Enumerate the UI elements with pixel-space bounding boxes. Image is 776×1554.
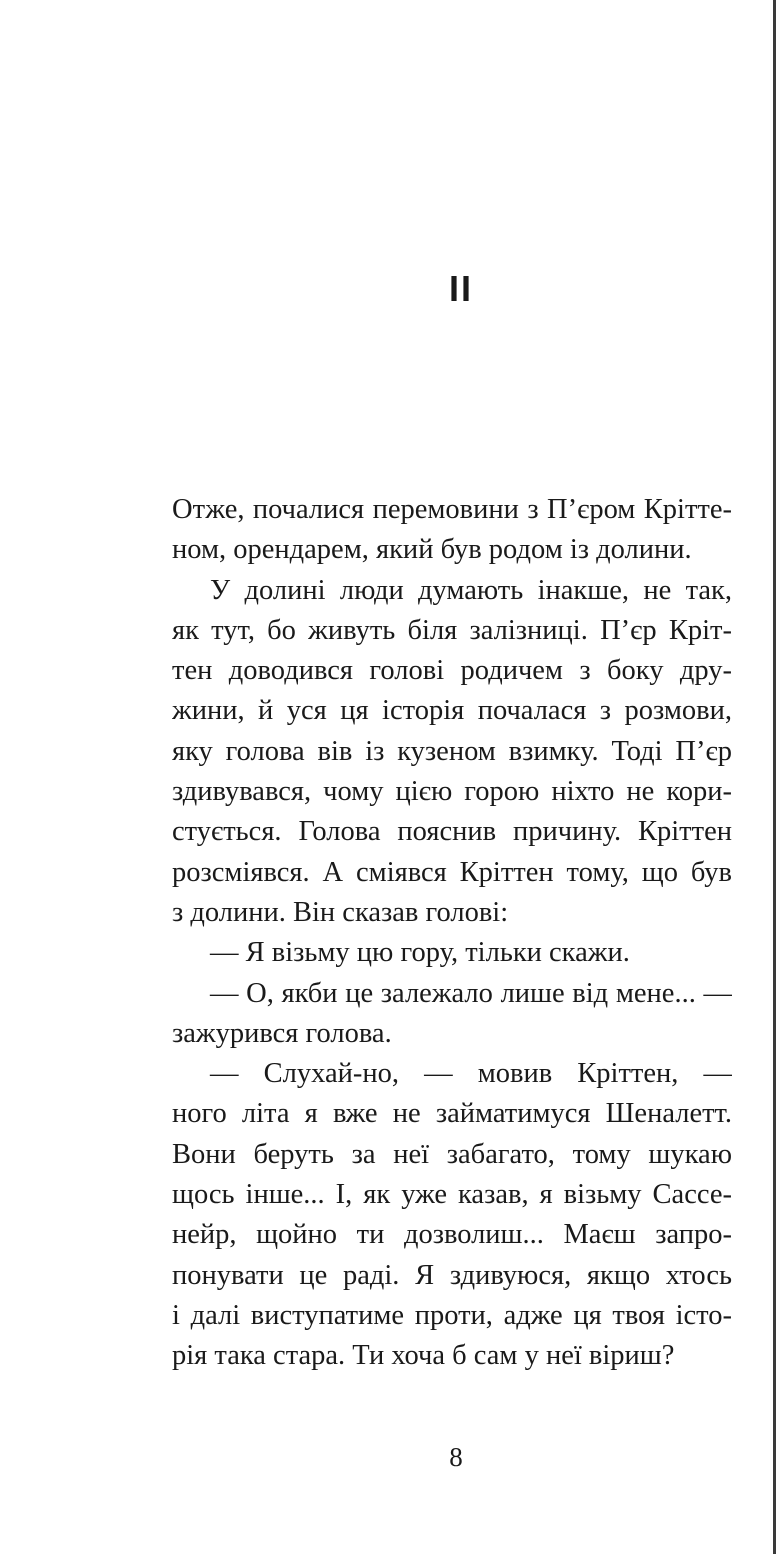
text-line: У долині люди думають інакше, не так,	[210, 574, 732, 606]
text-line: тен доводився голові родичем з боку дру-	[172, 655, 732, 687]
text-line: рія така стара. Ти хоча б сам у неї віриш?	[172, 1340, 675, 1372]
text-line: стується. Голова пояснив причину. Кріттен	[172, 816, 732, 848]
text-line: Вони беруть за неї забагато, тому шукаю	[172, 1138, 732, 1170]
paragraph	[172, 490, 732, 571]
text-line: з долини. Він сказав голові:	[172, 896, 509, 928]
text-line: яку голова вів із кузеном взимку. Тоді П’єр	[172, 735, 732, 767]
text-line: понувати це раді. Я здивуюся, якщо хтось	[172, 1259, 732, 1291]
text-line: ном, орендарем, який був родом із долини.	[172, 534, 692, 566]
text-line: розсміявся. А сміявся Кріттен тому, що був	[172, 856, 732, 888]
text-line: щось інше... І, як уже казав, я візьму Сассе-	[172, 1179, 732, 1211]
text-line: здивувався, чому цією горою ніхто не кори-	[172, 776, 732, 808]
paragraph	[172, 571, 732, 934]
paragraph	[172, 974, 732, 1055]
text-line: — О, якби це залежало лише від мене... —	[210, 977, 732, 1009]
text-line: як тут, бо живуть біля залізниці. П’єр Кріт-	[172, 614, 732, 646]
body-text	[172, 490, 732, 1377]
text-line: ного літа я вже не займатимуся Шеналетт.	[172, 1098, 732, 1130]
page-number: 8	[449, 1442, 463, 1472]
paragraph	[172, 933, 732, 973]
text-line: — Слухай-но, — мовив Кріттен, —	[210, 1058, 732, 1090]
chapter-number: II	[448, 268, 473, 309]
text-line: Отже, почалися перемовини з П’єром Крітте-	[172, 494, 732, 525]
text-line: зажурився голова.	[172, 1017, 392, 1049]
text-line: нейр, щойно ти дозволиш... Маєш запро-	[172, 1219, 732, 1251]
paragraph	[172, 1054, 732, 1376]
text-line: жини, й уся ця історія почалася з розмови,	[172, 695, 732, 727]
text-line: і далі виступатиме проти, адже ця твоя істо-	[172, 1299, 732, 1331]
text-line: — Я візьму цю гору, тільки скажи.	[210, 937, 630, 969]
